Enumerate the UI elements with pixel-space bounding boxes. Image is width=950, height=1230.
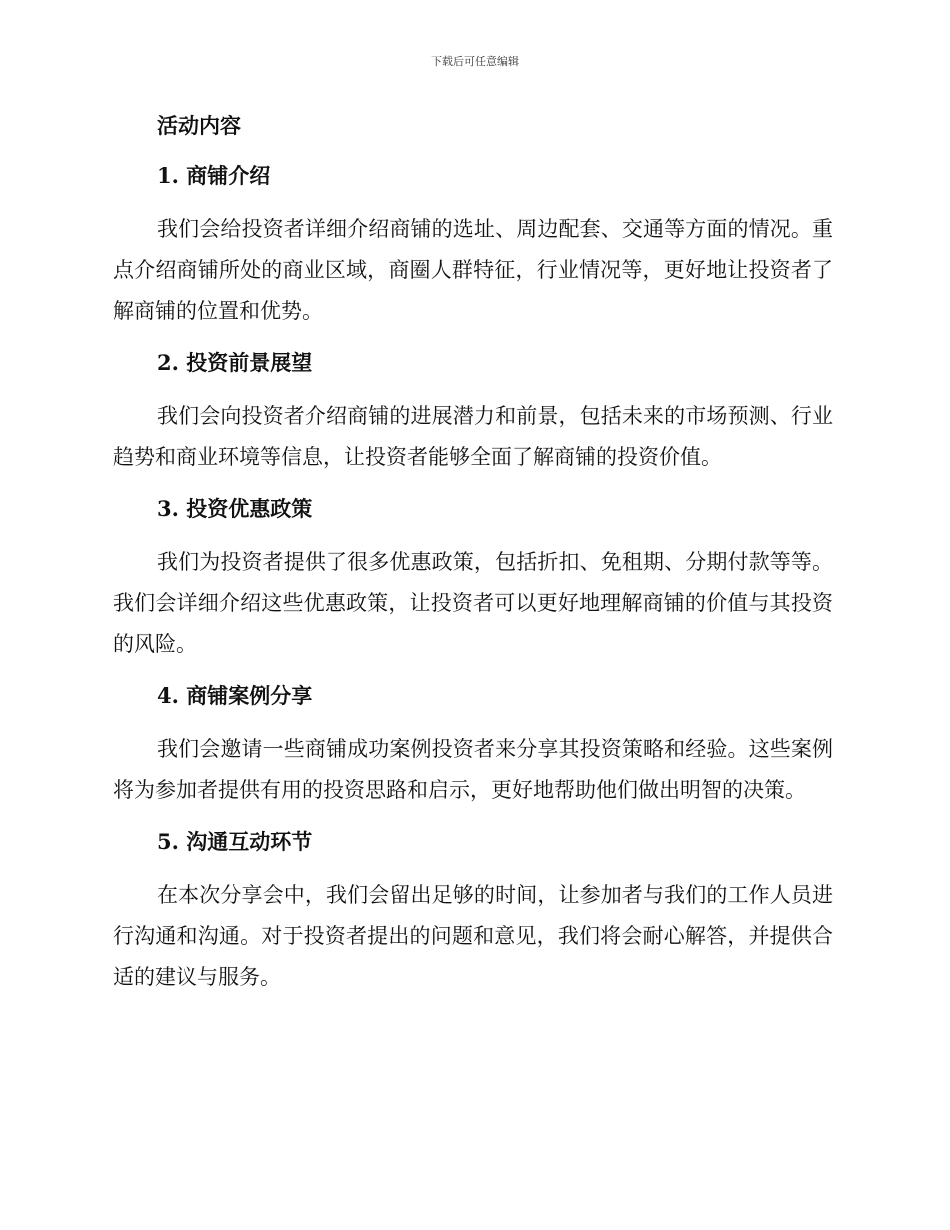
section-case-sharing xyxy=(113,679,833,811)
section-shop-introduction xyxy=(113,159,833,332)
section-heading: 5. 沟通互动环节 xyxy=(157,829,313,854)
document-body xyxy=(113,109,833,1012)
section-paragraph: 我们会邀请一些商铺成功案例投资者来分享其投资策略和经验。这些案例将为参加者提供有用的投资思路和启示，更好地帮助他们做出明智的决策。 xyxy=(113,737,833,802)
section-paragraph: 在本次分享会中，我们会留出足够的时间，让参加者与我们的工作人员进行沟通和沟通。对于投资者提出的问题和意见，我们将会耐心解答，并提供合适的建议与服务。 xyxy=(113,883,833,989)
section-paragraph: 我们为投资者提供了很多优惠政策，包括折扣、免租期、分期付款等等。我们会详细介绍这些优惠政策，让投资者可以更好地理解商铺的价值与其投资的风险。 xyxy=(113,550,833,656)
section-paragraph: 我们会向投资者介绍商铺的进展潜力和前景，包括未来的市场预测、行业趋势和商业环境等信息，让投资者能够全面了解商铺的投资价值。 xyxy=(113,404,833,469)
section-heading: 4. 商铺案例分享 xyxy=(157,683,313,708)
page-header-note: 下载后可任意编辑 xyxy=(431,55,519,68)
section-heading: 2. 投资前景展望 xyxy=(157,350,313,375)
section-heading: 1. 商铺介绍 xyxy=(157,163,271,188)
section-heading: 3. 投资优惠政策 xyxy=(157,496,313,521)
document-title: 活动内容 xyxy=(157,113,241,138)
section-interaction xyxy=(113,825,833,998)
section-paragraph: 我们会给投资者详细介绍商铺的选址、周边配套、交通等方面的情况。重点介绍商铺所处的商业区域，商圈人群特征，行业情况等，更好地让投资者了解商铺的位置和优势。 xyxy=(113,217,833,323)
section-investment-outlook xyxy=(113,346,833,478)
section-investment-incentives xyxy=(113,492,833,665)
